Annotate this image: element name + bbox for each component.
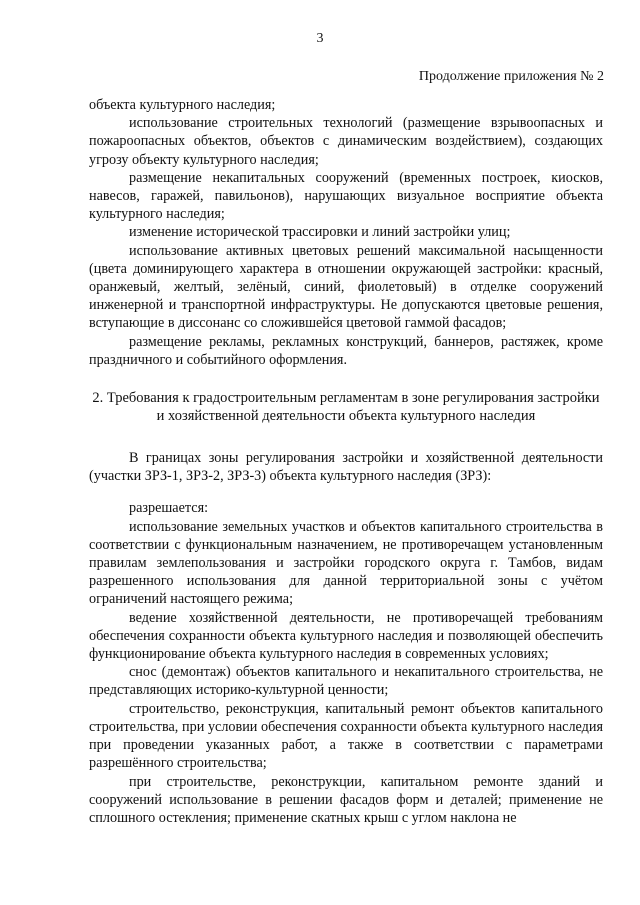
paragraph: изменение исторической трассировки и линий застройки улиц; [129,224,511,241]
paragraph: строительство, реконструкция, капитальный ремонт объектов капитального строительства, при условии обеспечения сохранности объекта культурного наследия при проведении указанных работ, а также в соответствии с параметрами разрешённого строительства; [89,700,603,772]
appendix-continuation: Продолжение приложения № 2 [418,69,604,84]
page-number: 3 [316,31,324,46]
paragraph: использование строительных технологий (размещение взрывоопасных и пожароопасных объектов, объектов с динамическим воздействием), создающих угрозу объекту культурного наследия; [89,115,603,168]
paragraph: объекта культурного наследия; [89,97,276,113]
paragraph: при строительстве, реконструкции, капитальном ремонте зданий и сооружений использование в решении фасадов форм и деталей; применение не сплошного остекления; применение скатных крыш с углом наклона не [89,773,603,826]
intro-paragraph: В границах зоны регулирования застройки и хозяйственной деятельности (участки ЗРЗ-1, ЗРЗ-2, ЗРЗ-3) объекта культурного наследия (ЗРЗ): [89,450,603,485]
allowed-label: разрешается: [129,500,209,517]
paragraph: ведение хозяйственной деятельности, не противоречащей требованиям обеспечения сохранности объекта культурного наследия и позволяющей обеспечить функционирование объекта культурного наследия в современных условиях; [89,609,603,663]
paragraph: размещение рекламы, рекламных конструкций, баннеров, растяжек, кроме праздничного и событийного оформления. [89,333,603,368]
paragraph: размещение некапитальных сооружений (временных построек, киосков, навесов, гаражей, павильонов), нарушающих визуальное восприятие объекта культурного наследия; [89,169,603,223]
section-heading: 2. Требования к градостроительным регламентам в зоне регулирования застройки и хозяйственной деятельности объекта культурного наследия [92,390,600,425]
paragraph: снос (демонтаж) объектов капитального и некапитального строительства, не представляющих историко-культурной ценности; [89,664,603,699]
paragraph: использование активных цветовых решений максимальной насыщенности (цвета доминирующего характера в отношении окружающей застройки: красный, оранжевый, желтый, зелёный, синий, фиолетовый) в отделке сооружений инженерной и транспортной инфраструктуры. Не допускаются цветовые решения, вступающие в диссонанс со сложившейся цветовой гаммой фасадов; [89,242,603,332]
paragraph: использование земельных участков и объектов капитального строительства в соответствии с функциональным назначением, не противоречащем установленным правилам землепользования и застройки городского округа г. Тамбов, видам разрешенного использования для данной территориальной зоны с учётом ограничений настоящего режима; [89,518,603,608]
document-body [89,96,603,827]
